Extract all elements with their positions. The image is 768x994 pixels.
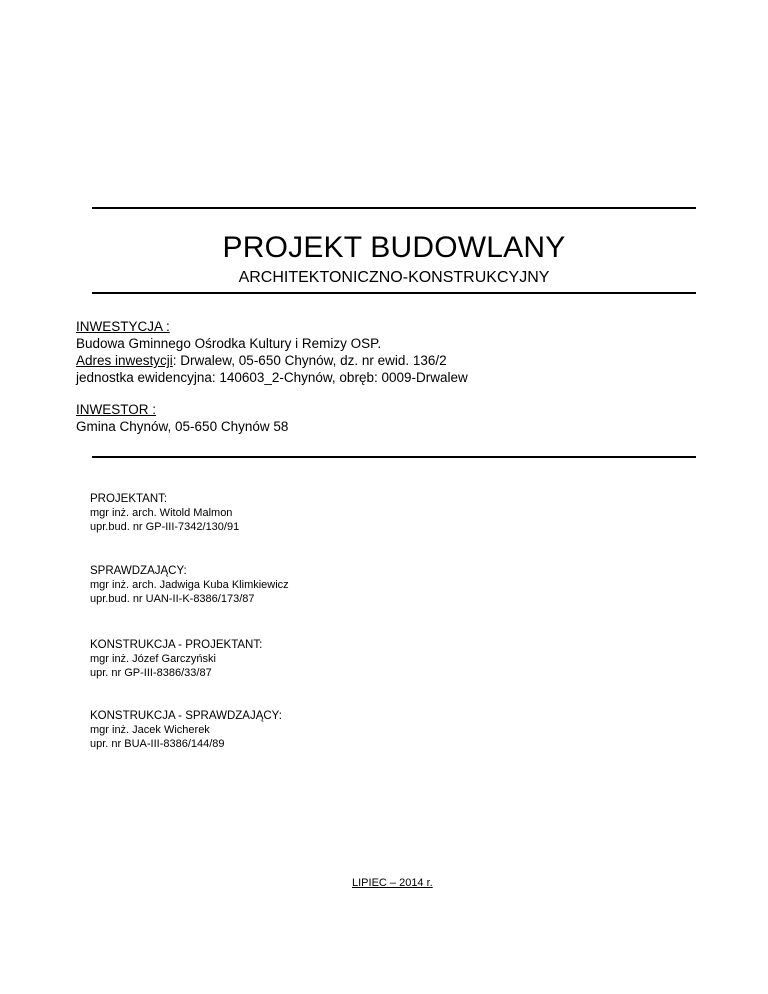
investment-section xyxy=(76,318,468,386)
signatory-license: upr. nr BUA-III-8386/144/89 xyxy=(90,738,225,750)
signatory-designer xyxy=(90,492,239,534)
document-date: LIPIEC – 2014 r. xyxy=(352,877,433,889)
investor-value: Gmina Chynów, 05-650 Chynów 58 xyxy=(76,419,289,434)
signatory-license: upr.bud. nr UAN-II-K-8386/173/87 xyxy=(90,593,255,605)
investment-address-label: Adres inwestycji xyxy=(76,353,173,368)
investor-heading: INWESTOR : xyxy=(76,402,157,417)
signatory-license: upr.bud. nr GP-III-7342/130/91 xyxy=(90,521,240,533)
top-divider xyxy=(92,207,696,209)
signatory-role: KONSTRUKCJA - SPRAWDZAJĄCY: xyxy=(90,710,282,722)
signatory-name: mgr inż. Józef Garczyński xyxy=(90,653,216,665)
section-divider xyxy=(92,456,696,458)
document-title: PROJEKT BUDOWLANY xyxy=(222,231,566,264)
signatory-name: mgr inż. arch. Witold Malmon xyxy=(90,507,233,519)
document-subtitle: ARCHITEKTONICZNO-KONSTRUKCYJNY xyxy=(238,269,550,286)
signatory-structure-checker xyxy=(90,709,282,751)
investment-address xyxy=(76,352,468,369)
signatory-name: mgr inż. arch. Jadwiga Kuba Klimkiewicz xyxy=(90,579,289,591)
investor-section xyxy=(76,401,288,435)
signatory-role: KONSTRUKCJA - PROJEKTANT: xyxy=(90,639,263,651)
investment-heading: INWESTYCJA : xyxy=(76,319,170,334)
signatory-role: PROJEKTANT: xyxy=(90,493,168,505)
signatory-structure-designer xyxy=(90,638,262,680)
signatory-checker xyxy=(90,564,289,606)
investment-unit: jednostka ewidencyjna: 140603_2-Chynów, obręb: 0009-Drwalew xyxy=(76,370,468,385)
signatory-role: SPRAWDZAJĄCY: xyxy=(90,565,187,577)
investment-address-value: : Drwalew, 05-650 Chynów, dz. nr ewid. 136/2 xyxy=(172,353,447,368)
signatory-license: upr. nr GP-III-8386/33/87 xyxy=(90,667,212,679)
title-divider xyxy=(92,292,696,294)
investment-description: Budowa Gminnego Ośrodka Kultury i Remizy OSP. xyxy=(76,336,382,351)
signatory-name: mgr inż. Jacek Wicherek xyxy=(90,724,210,736)
